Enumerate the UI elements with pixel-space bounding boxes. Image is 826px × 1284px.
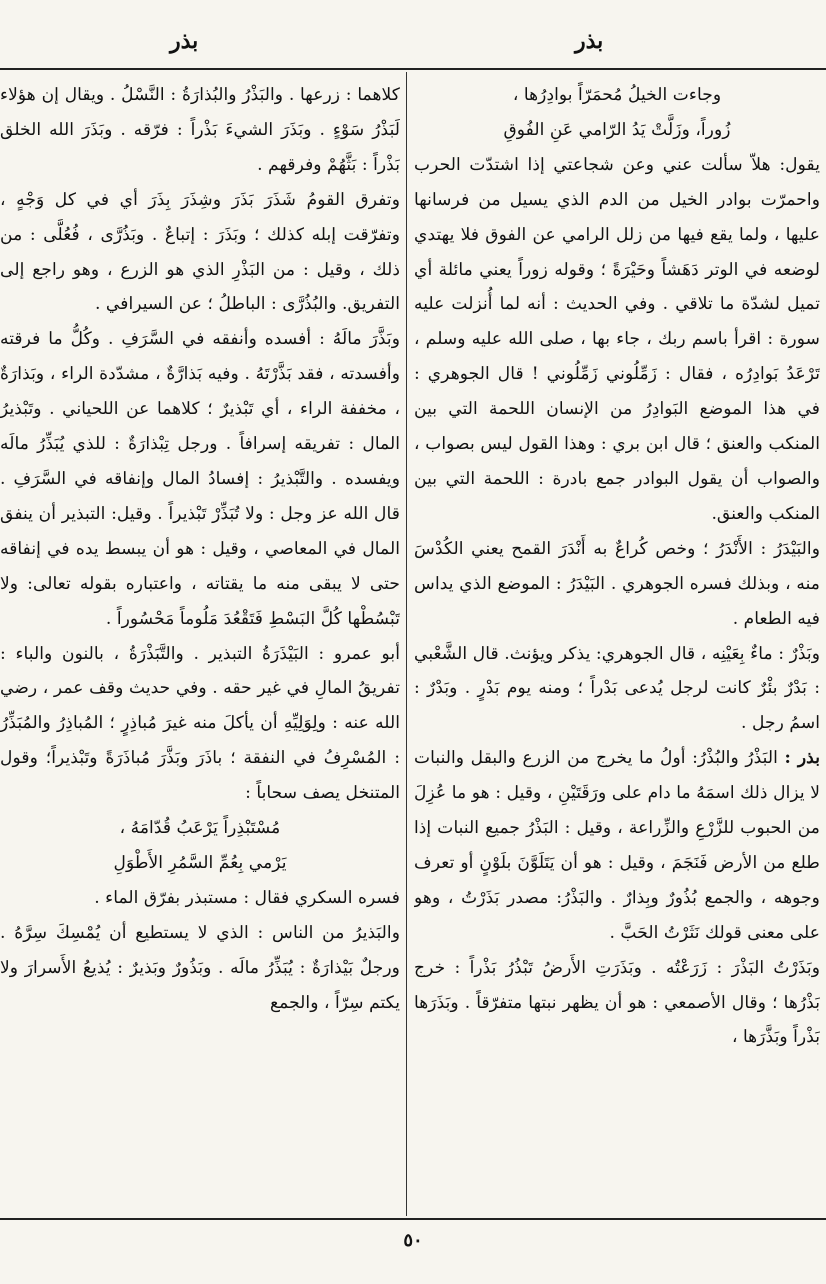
running-head-left: بذر [170, 28, 199, 54]
bottom-rule [0, 1218, 826, 1220]
left-column [0, 78, 400, 1216]
verse-line: زُوراً، وزَلَّتْ يَدُ الرّامي عَنِ الفُوقِ [503, 119, 731, 140]
right-column [414, 78, 820, 1216]
paragraph: كلاهما : زرعها . والبَذْرُ والبُذارَةُ : النَّسْلُ . ويقال إن هؤلاء لَبَذْرُ سَوْءٍ . وبَذَرَ الشيءَ بَذْراً : فرّقه . وبَذَرَ الله الخلق بَذْراً : بَثَّهُمْ وفرقهم . [0, 85, 400, 175]
paragraph: وبَذْرٌ : ماءٌ بِعَيْنِه ، قال الجوهري: يذكر ويؤنث. قال الشَّعْبي : بَدْرٌ بئْرٌ كانت لرجل يُدعى بَدْراً ؛ ومنه يوم بَدْرٍ . وبَدْرٌ : اسمُ رجل . [414, 643, 820, 734]
entry-paragraph [414, 741, 820, 950]
verse-line: مُسْتَبْذِراً يَرْعَبُ قُدّامَهُ ، [119, 818, 281, 839]
paragraph: والبَذيرُ من الناس : الذي لا يستطيع أن يُمْسِكَ سِرَّهُ . ورجلٌ بَيْذارَةٌ : يُبَذِّرُ مالَه . وبَذُورٌ وبَذيرٌ : يُذيعُ الأَسرارَ ولا يكتم سِرّاً ، والجمع [0, 922, 400, 1013]
entry-text: البَذْرُ والبُذْرُ: أولُ ما يخرج من الزرع والبقل والنبات لا يزال ذلك اسمَهُ ما دام على ورَقَتَيْنِ ، وقيل : هو ما عُزِلَ من الحبوب للزَّرْعِ والزِّراعة ، وقيل : البَذْرُ جميع النبات إذا طلع من الأرض فَنَجَمَ ، وقيل : هو أن يَتَلَوَّنَ بلَوْنٍ أو تعرف وجوهه ، والجمع بُذُورٌ وبِذارٌ . والبَذْرُ: مصدر بَذَرْتُ ، وهو على معنى قولك نَثَرْتُ الحَبَّ . [414, 748, 820, 943]
paragraph: وبَذَّرَ مالَهُ : أفسده وأنفقه في السَّرَفِ . وكُلُّ ما فرقته وأفسدته ، فقد بَذَّرْتَهُ . وفيه بَذارَّةٌ ، مشدّدة الراء ، وبَذارَةٌ ، مخففة الراء ، أي تَبْذيرٌ ؛ كلاهما عن اللحياني . وتَبْذيرُ المال : تفريقه إسرافاً . ورجل تِبْذارَةٌ : للذي يُبَذِّرُ مالَه ويفسده . والتَّبْذيرُ : إفسادُ المال وإنفاقه في السَّرَفِ . قال الله عز وجل : ولا تُبَذِّرْ تَبْذيراً . وقيل: التبذير أن ينفق المال في المعاصي ، وقيل : هو أن يبسط يده في إنفاقه حتى لا يبقى منه ما يقتاته ، واعتباره بقوله تعالى: ولا تَبْسُطْها كُلَّ البَسْطِ فَتَقْعُدَ مَلُوماً مَحْسُوراً . [0, 329, 400, 629]
column-divider [406, 72, 407, 1216]
running-head-right: بذر [575, 28, 604, 54]
paragraph: فسره السكري فقال : مستبذر بفرّق الماء . [94, 887, 400, 908]
verse-line: يَرْمي بِعُمِّ السَّمُرِ الأَطْوَلِ [113, 852, 287, 873]
page-number: ٥٠ [403, 1230, 423, 1251]
paragraph: وتفرق القومُ شَذَرَ بَذَرَ وشِذَرَ بِذَرَ أي في كل وَجْهٍ ، وتفرّقت إبله كذلك ؛ وبَذَرَ : إتباعٌ . وبَذُرَّى ، فُعُلَّى : من ذلك ، وقيل : من البَذْرِ الذي هو الزرع ، وهو راجع إلى التفريق. والبُذُرَّى : الباطلُ ؛ عن السيرافي . [0, 189, 400, 315]
paragraph: يقول: هلاّ سألت عني وعن شجاعتي إذا اشتدّت الحرب واحمرّت بوادر الخيل من الدم الذي يسيل من فرسانها عليها ، ولما يقع فيها من زلل الرامي عن الفوق فلا يهتدي لوضعه في الوتر دَهَشاً وحَيْرَةً ؛ وقوله زوراً يعني مائلة أي تميل لشدّة ما تلاقي . وفي الحديث : أنه لما أُنزلت عليه سورة : اقرأ باسم ربك ، جاء بها ، صلى الله عليه وسلم ، تَرْعَدُ بَوادِرُه ، فقال : زَمِّلُوني زَمِّلُوني ! قال الجوهري : في هذا الموضع البَوادِرُ من الإنسان اللحمة التي بين المنكب والعنق ؛ قال ابن بري : وهذا القول ليس بصواب ، والصواب أن يقول البوادر جمع بادرة : اللحمة التي بين المنكب والعنق. [414, 154, 820, 524]
entry-headword: بذر : [784, 748, 820, 769]
verse-line: وجاءت الخيلُ مُحمَرّاً بوادِرُها ، [512, 85, 722, 105]
paragraph: وبَذَرْتُ البَذْرَ : زَرَعْتُه . وبَذَرَتِ الأَرضُ تَبْذُرُ بَذْراً : خرج بَذْرُها ؛ وقال الأصمعي : هو أن يظهر نبتها متفرّقاً . وبَذَرَها بَذْراً وبَذَّرَها ، [414, 957, 820, 1048]
paragraph: والبَيْدَرُ : الأَنْدَرُ ؛ وخص كُراعٌ به أَنْدَرَ القمح يعني الكُدْسَ منه ، وبذلك فسره الجوهري . البَيْدَرُ : الموضع الذي يداس فيه الطعام . [414, 538, 820, 629]
top-rule [0, 68, 826, 70]
paragraph: أبو عمرو : البَيْذَرَةُ التبذير . والتَّبَذْرَةُ ، بالنون والباء : تفريقُ المالِ في غير حقه . وفي حديث وقف عمر ، رضي الله عنه : ولِوَلِيِّهِ أن يأكلَ منه غيرَ مُباذِرٍ ؛ المُباذِرُ والمُبَذِّرُ : المُسْرِفُ في النفقة ؛ باذَرَ وبَذَّرَ مُباذَرَةً وتَبْذيراً؛ وقول المتنخل يصف سحاباً : [0, 643, 400, 804]
